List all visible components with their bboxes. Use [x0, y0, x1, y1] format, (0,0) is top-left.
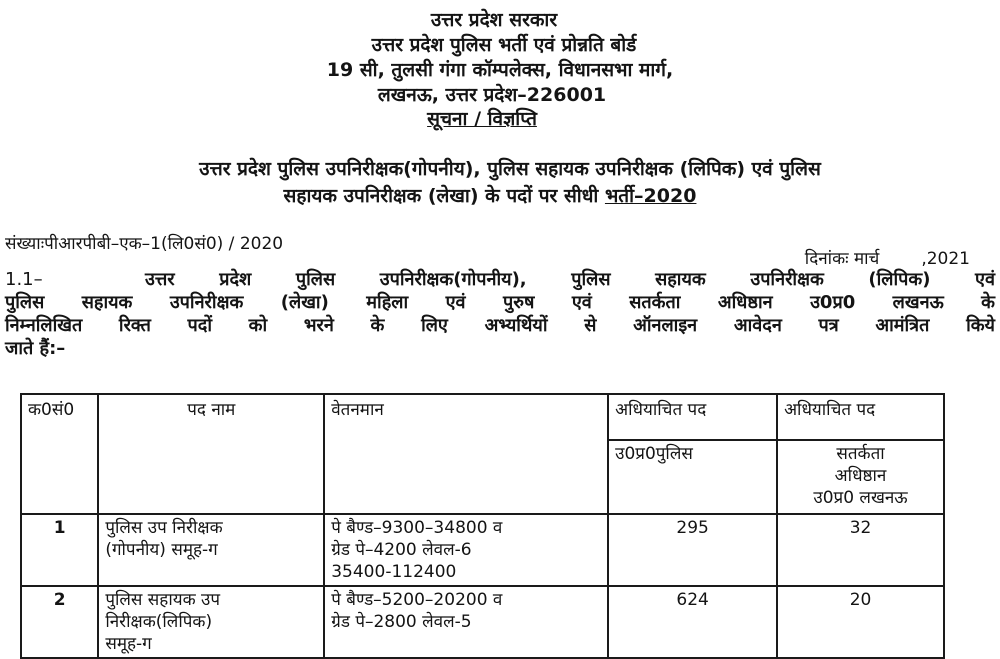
cell-post-l2: निरीक्षक(लिपिक): [105, 612, 213, 632]
cell-serial: 2: [21, 586, 98, 658]
cell-post-l1: पुलिस उप निरीक्षक: [105, 518, 223, 538]
notice-title: [0, 105, 982, 131]
cell-vigilance: 20: [777, 586, 944, 658]
paragraph-line-1: [5, 268, 995, 291]
subject-line-1: उत्तर प्रदेश पुलिस उपनिरीक्षक(गोपनीय), पुलिस सहायक उपनिरीक्षक (लिपिक) एवं पुलिस: [199, 158, 821, 180]
table-row: [21, 514, 944, 586]
cell-post: [98, 586, 324, 658]
th-pay: वेतनमान: [324, 394, 608, 514]
subject-line-2b: भर्ती–2020: [604, 185, 697, 207]
paragraph-line-1-text: उत्तर प्रदेश पुलिस उपनिरीक्षक(गोपनीय), पुलिस सहायक उपनिरीक्षक (लिपिक) एवं: [145, 269, 995, 290]
table-row: [21, 586, 944, 658]
cell-pay: [324, 586, 608, 658]
paragraph-line-2: पुलिस सहायक उपनिरीक्षक (लेखा) महिला एवं पुरुष एवं सतर्कता अधिष्ठान उ0प्र0 लखनऊ के: [5, 292, 995, 313]
date-label: दिनांकः मार्च: [804, 249, 880, 269]
header-city: लखनऊ, उत्तर प्रदेश–226001: [377, 84, 607, 106]
cell-post-l2: (गोपनीय) समूह-ग: [105, 540, 218, 560]
cell-up-police: 624: [608, 586, 777, 658]
cell-up-police: 295: [608, 514, 777, 586]
paragraph-line-4: जाते हैं:–: [5, 338, 66, 359]
date-year: ,2021: [921, 249, 970, 269]
cell-post: [98, 514, 324, 586]
th-sub-up-police: उ0प्र0पुलिस: [608, 440, 777, 514]
reference-date: [805, 246, 970, 269]
cell-pay-l3: 35400-112400: [331, 562, 457, 582]
th-req-2: अधियाचित पद: [777, 394, 944, 440]
cell-pay-l1: पे बैण्ड–9300–34800 व: [331, 518, 503, 538]
header-address: 19 सी, तुलसी गंगा कॉम्पलेक्स, विधानसभा मार्ग,: [326, 59, 674, 81]
th-sub-vigilance-l3: उ0प्र0 लखनऊ: [813, 488, 908, 508]
cell-serial: 1: [21, 514, 98, 586]
cell-pay-l1: पे बैण्ड–5200–20200 व: [331, 590, 503, 610]
paragraph-number: 1.1–: [5, 269, 43, 290]
subject: [40, 156, 980, 210]
cell-post-l3: समूह-ग: [105, 634, 152, 654]
paragraph-line-3: निम्नलिखित रिक्त पदों को भरने के लिए अभ्यर्थियों से ऑनलाइन आवेदन पत्र आमंत्रित किये: [5, 315, 995, 336]
table-header-row: [21, 394, 944, 440]
reference-number: संख्याःपीआरपीबी–एक–1(लि0सं0) / 2020: [5, 234, 284, 254]
cell-post-l1: पुलिस सहायक उप: [105, 590, 221, 610]
th-post: पद नाम: [98, 394, 324, 514]
header-govt: उत्तर प्रदेश सरकार: [430, 9, 558, 31]
cell-pay-l2: ग्रेड पे–2800 लेवल-5: [331, 612, 472, 632]
th-sub-vigilance-l1: सतर्कता: [836, 444, 885, 464]
th-serial: क0सं0: [21, 394, 98, 514]
th-sub-vigilance-l2: अधिष्ठान: [834, 466, 887, 486]
th-req-1: अधियाचित पद: [608, 394, 777, 440]
paragraph-1-1: [5, 268, 995, 360]
posts-table: [20, 393, 945, 659]
subject-line-2a: सहायक उपनिरीक्षक (लेखा) के पदों पर सीधी: [283, 185, 605, 207]
cell-vigilance: 32: [777, 514, 944, 586]
cell-pay-l2: ग्रेड पे–4200 लेवल-6: [331, 540, 472, 560]
subject-line-2: [0, 183, 980, 210]
notice-title-text: सूचना / विज्ञप्ति: [427, 108, 537, 130]
header-board: उत्तर प्रदेश पुलिस भर्ती एवं प्रोन्नति बोर्ड: [371, 34, 637, 56]
cell-pay: [324, 514, 608, 586]
th-sub-vigilance: [777, 440, 944, 514]
